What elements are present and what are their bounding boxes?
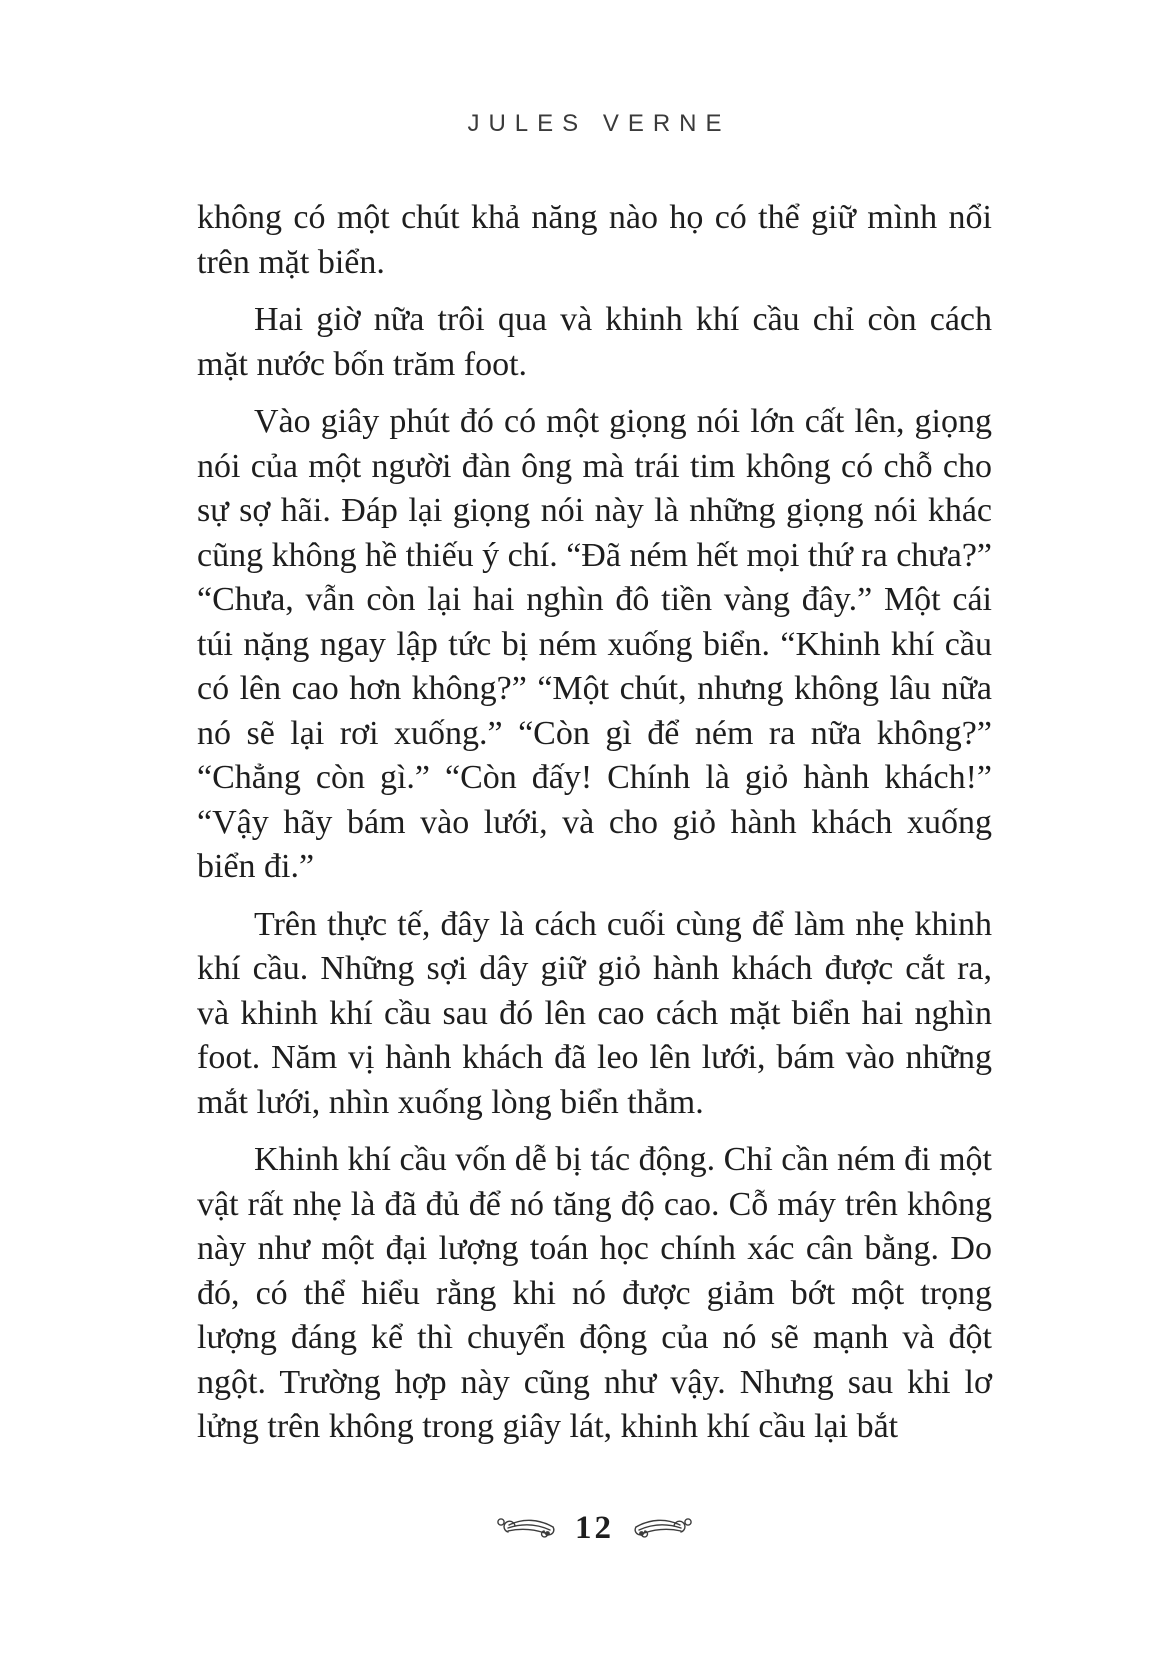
calligraphic-flourish-right-icon — [632, 1514, 696, 1544]
paragraph: Khinh khí cầu vốn dễ bị tác động. Chỉ cần ném đi một vật rất nhẹ là đã đủ để nó tăng độ cao. Cỗ máy trên không này như một đại lượng toán học chính xác cân bằng. Do đó, có thể hiểu rằng khi nó được giảm bớt một trọng lượng đáng kể thì chuyển động của nó sẽ mạnh và đột ngột. Trường hợp này cũng như vậy. Nhưng sau khi lơ lửng trên không trong giây lát, khinh khí cầu lại bắt — [197, 1141, 992, 1445]
running-header-author: JULES VERNE — [467, 110, 731, 137]
paragraph: Hai giờ nữa trôi qua và khinh khí cầu chỉ còn cách mặt nước bốn trăm foot. — [197, 301, 992, 383]
page-body — [197, 196, 992, 1450]
paragraph: không có một chút khả năng nào họ có thể giữ mình nổi trên mặt biển. — [197, 199, 992, 281]
page-number: 12 — [575, 1510, 614, 1546]
page-footer — [197, 1510, 992, 1547]
paragraph: Vào giây phút đó có một giọng nói lớn cất lên, giọng nói của một người đàn ông mà trái tim không có chỗ cho sự sợ hãi. Đáp lại giọng nói này là những giọng nói khác cũng không hề thiếu ý chí. “Đã ném hết mọi thứ ra chưa?” “Chưa, vẫn còn lại hai nghìn đô tiền vàng đây.” Một cái túi nặng ngay lập tức bị ném xuống biển. “Khinh khí cầu có lên cao hơn không?” “Một chút, nhưng không lâu nữa nó sẽ lại rơi xuống.” “Còn gì để ném ra nữa không?” “Chẳng còn gì.” “Còn đấy! Chính là giỏ hành khách!” “Vậy hãy bám vào lưới, và cho giỏ hành khách xuống biển đi.” — [197, 403, 992, 885]
calligraphic-flourish-left-icon — [493, 1514, 557, 1544]
paragraph: Trên thực tế, đây là cách cuối cùng để làm nhẹ khinh khí cầu. Những sợi dây giữ giỏ hành khách được cắt ra, và khinh khí cầu sau đó lên cao cách mặt biển hai nghìn foot. Năm vị hành khách đã leo lên lưới, bám vào những mắt lưới, nhìn xuống lòng biển thẳm. — [197, 905, 992, 1121]
